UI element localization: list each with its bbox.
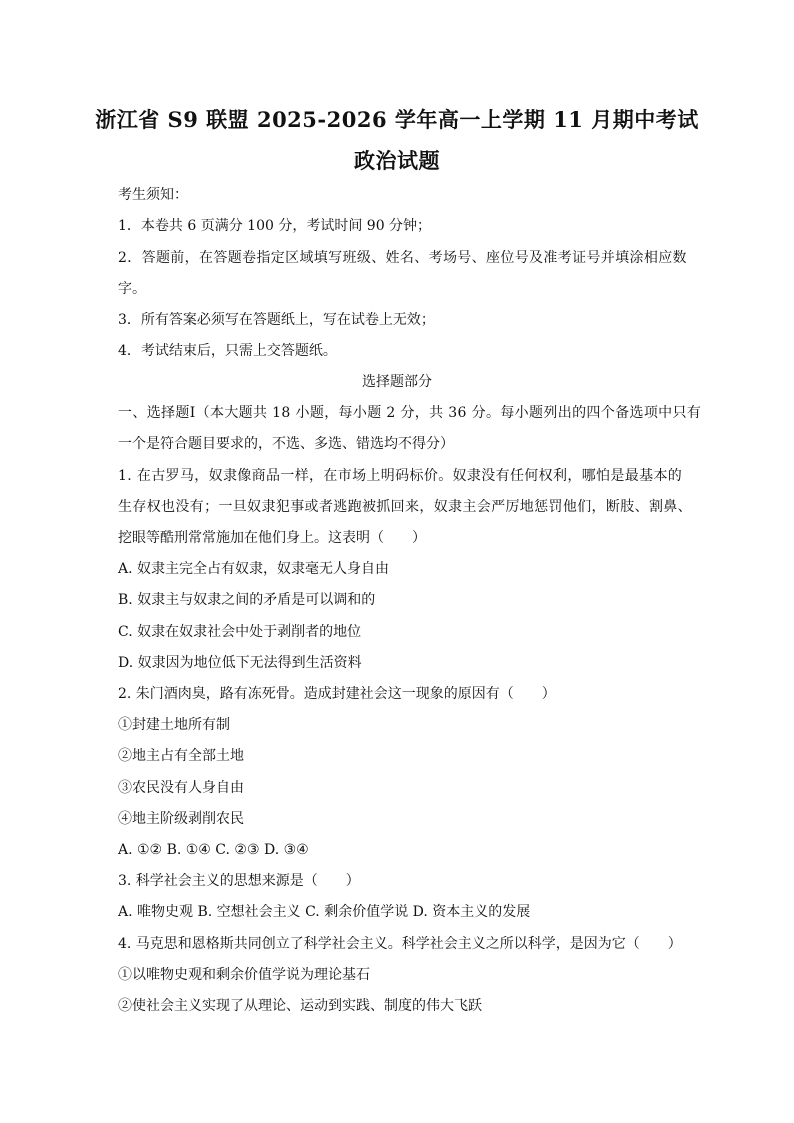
q2-item-4: ④地主阶级剥削农民 bbox=[118, 811, 244, 827]
section-title: 选择题部分 bbox=[362, 374, 432, 390]
notice-item-2: 2．答题前，在答题卷指定区域填写班级、姓名、考场号、座位号及准考证号并填涂相应数 bbox=[118, 250, 687, 266]
q2-stem: 2. 朱门酒肉臭，路有冻死骨。造成封建社会这一现象的原因有（ ） bbox=[118, 686, 556, 702]
q3-stem: 3. 科学社会主义的思想来源是（ ） bbox=[118, 873, 360, 889]
q1-option-d: D. 奴隶因为地位低下无法得到生活资料 bbox=[118, 655, 362, 671]
q2-item-2: ②地主占有全部土地 bbox=[118, 748, 244, 764]
q4-item-2: ②使社会主义实现了从理论、运动到实践、制度的伟大飞跃 bbox=[118, 998, 482, 1014]
q1-stem-line-3: 挖眼等酷刑常常施加在他们身上。这表明（ ） bbox=[118, 530, 426, 546]
q1-option-c: C. 奴隶在奴隶社会中处于剥削者的地位 bbox=[118, 624, 362, 640]
notice-item-4: 4．考试结束后，只需上交答题纸。 bbox=[118, 343, 337, 359]
q2-options: A. ①② B. ①④ C. ②③ D. ③④ bbox=[118, 842, 309, 858]
exam-title: 浙江省 S9 联盟 2025-2026 学年高一上学期 11 月期中考试 bbox=[95, 107, 699, 132]
section-intro-line-1: 一、选择题Ⅰ（本大题共 18 小题，每小题 2 分，共 36 分。每小题列出的四个备选项中只有 bbox=[118, 405, 702, 421]
exam-subtitle: 政治试题 bbox=[354, 148, 440, 173]
q4-item-1: ①以唯物史观和剩余价值学说为理论基石 bbox=[118, 967, 370, 983]
q1-stem-line-2: 生存权也没有；一旦奴隶犯事或者逃跑被抓回来，奴隶主会严厉地惩罚他们，断肢、割鼻、 bbox=[118, 499, 692, 515]
notice-heading: 考生须知： bbox=[118, 187, 188, 203]
q1-option-a: A. 奴隶主完全占有奴隶，奴隶毫无人身自由 bbox=[118, 561, 390, 577]
q3-options: A. 唯物史观 B. 空想社会主义 C. 剩余价值学说 D. 资本主义的发展 bbox=[118, 904, 531, 920]
q2-item-1: ①封建土地所有制 bbox=[118, 717, 230, 733]
notice-item-1: 1．本卷共 6 页满分 100 分，考试时间 90 分钟； bbox=[118, 218, 432, 234]
section-intro-line-2: 一个是符合题目要求的，不选、多选、错选均不得分） bbox=[118, 436, 454, 452]
q1-option-b: B. 奴隶主与奴隶之间的矛盾是可以调和的 bbox=[118, 592, 376, 608]
notice-item-2-cont: 字。 bbox=[118, 281, 146, 297]
q1-stem-line-1: 1. 在古罗马，奴隶像商品一样，在市场上明码标价。奴隶没有任何权利，哪怕是最基本的 bbox=[118, 468, 683, 484]
q4-stem: 4. 马克思和恩格斯共同创立了科学社会主义。科学社会主义之所以科学，是因为它（ ） bbox=[118, 936, 682, 952]
q2-item-3: ③农民没有人身自由 bbox=[118, 780, 244, 796]
notice-item-3: 3．所有答案必须写在答题纸上，写在试卷上无效； bbox=[118, 312, 435, 328]
